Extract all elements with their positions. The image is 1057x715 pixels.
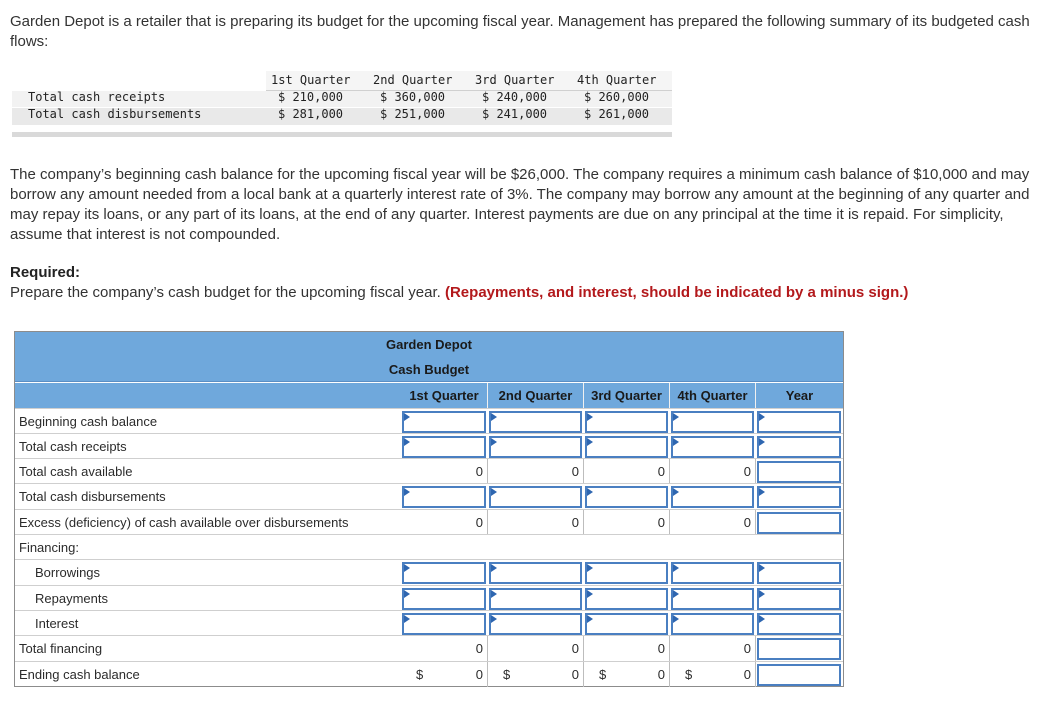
dropdown-marker-icon	[404, 590, 410, 598]
input-cell-repayments-q1[interactable]	[402, 588, 486, 610]
dropdown-marker-icon	[673, 488, 679, 496]
input-cell-interest-q3[interactable]	[585, 613, 668, 635]
budget-title: Cash Budget	[15, 358, 843, 382]
dropdown-marker-icon	[491, 438, 497, 446]
dropdown-marker-icon	[491, 590, 497, 598]
dropdown-marker-icon	[491, 488, 497, 496]
input-cell-receipts-q4[interactable]	[671, 436, 754, 458]
required-instruction: Prepare the company’s cash budget for the upcoming fiscal year.	[10, 284, 445, 301]
summary-table	[12, 71, 672, 138]
dropdown-marker-icon	[759, 413, 765, 421]
dropdown-marker-icon	[404, 615, 410, 623]
dollar-sign: $	[416, 667, 424, 682]
dropdown-marker-icon	[587, 615, 593, 623]
calc-cell-ending-q3: 0	[584, 662, 670, 687]
input-cell-disbursements-year[interactable]	[757, 486, 841, 508]
row-label: Financing:	[19, 540, 79, 555]
row-label: Interest	[35, 616, 79, 631]
row-label: Borrowings	[35, 565, 101, 580]
input-cell-receipts-q3[interactable]	[585, 436, 668, 458]
calc-cell-total-financing-q2: 0	[488, 636, 584, 661]
calc-cell-ending-q2: 0	[488, 662, 584, 687]
required-note: (Repayments, and interest, should be indicated by a minus sign.)	[444, 284, 909, 301]
dropdown-marker-icon	[587, 488, 593, 496]
summary-cell: $ 251,000	[380, 107, 446, 121]
dropdown-marker-icon	[587, 564, 593, 572]
calc-cell-available-q2: 0	[488, 459, 584, 484]
budget-row-interest	[15, 610, 843, 635]
input-cell-beginning-q3[interactable]	[585, 411, 668, 433]
dropdown-marker-icon	[587, 590, 593, 598]
summary-label-disbursements: Total cash disbursements	[28, 107, 202, 121]
calc-cell-excess-q2: 0	[488, 510, 584, 535]
budget-row-beginning	[15, 408, 843, 433]
calc-cell-total-financing-q3: 0	[584, 636, 670, 661]
dropdown-marker-icon	[491, 564, 497, 572]
row-label: Total cash available	[19, 464, 133, 479]
dropdown-marker-icon	[587, 438, 593, 446]
dropdown-marker-icon	[759, 590, 765, 598]
input-cell-repayments-year[interactable]	[757, 588, 841, 610]
dollar-sign: $	[503, 667, 511, 682]
summary-header-q1: 1st Quarter	[271, 73, 351, 87]
calc-cell-total-financing-q4: 0	[670, 636, 756, 661]
input-cell-borrowings-q1[interactable]	[402, 562, 486, 584]
input-cell-borrowings-year[interactable]	[757, 562, 841, 584]
input-cell-ending-year[interactable]	[757, 664, 841, 686]
summary-cell: $ 360,000	[380, 90, 446, 104]
dropdown-marker-icon	[673, 590, 679, 598]
summary-cell: $ 281,000	[278, 107, 344, 121]
budget-row-repayments	[15, 585, 843, 610]
summary-header-q4: 4th Quarter	[577, 73, 657, 87]
input-cell-beginning-year[interactable]	[757, 411, 841, 433]
calc-cell-ending-q4: 0	[670, 662, 756, 687]
dropdown-marker-icon	[673, 438, 679, 446]
header-q2: 2nd Quarter	[488, 383, 584, 408]
cash-budget-table	[14, 331, 844, 687]
input-cell-interest-q1[interactable]	[402, 613, 486, 635]
input-cell-repayments-q3[interactable]	[585, 588, 668, 610]
dropdown-marker-icon	[491, 615, 497, 623]
summary-header-q2: 2nd Quarter	[373, 73, 453, 87]
input-cell-borrowings-q4[interactable]	[671, 562, 754, 584]
input-cell-borrowings-q2[interactable]	[489, 562, 582, 584]
dropdown-marker-icon	[587, 413, 593, 421]
calc-cell-total-financing-q1: 0	[401, 636, 488, 661]
input-cell-disbursements-q4[interactable]	[671, 486, 754, 508]
budget-row-receipts	[15, 433, 843, 458]
dropdown-marker-icon	[759, 438, 765, 446]
dropdown-marker-icon	[491, 413, 497, 421]
calc-cell-excess-q1: 0	[401, 510, 488, 535]
input-cell-interest-q2[interactable]	[489, 613, 582, 635]
dropdown-marker-icon	[404, 438, 410, 446]
budget-row-excess	[15, 509, 843, 534]
input-cell-excess-year[interactable]	[757, 512, 841, 534]
input-cell-available-year[interactable]	[757, 461, 841, 483]
budget-company-name: Garden Depot	[15, 332, 843, 358]
intro-paragraph: Garden Depot is a retailer that is preparing its budget for the upcoming fiscal year. Management has prepared the following summary of its budgeted cash flows:	[10, 13, 1030, 50]
dollar-sign: $	[685, 667, 693, 682]
dropdown-marker-icon	[673, 564, 679, 572]
dollar-sign: $	[599, 667, 607, 682]
dropdown-marker-icon	[673, 413, 679, 421]
input-cell-total-financing-year[interactable]	[757, 638, 841, 660]
row-label: Total cash receipts	[19, 439, 127, 454]
row-label: Total cash disbursements	[19, 489, 166, 504]
dropdown-marker-icon	[673, 615, 679, 623]
calc-cell-available-q3: 0	[584, 459, 670, 484]
input-cell-disbursements-q2[interactable]	[489, 486, 582, 508]
input-cell-repayments-q2[interactable]	[489, 588, 582, 610]
row-label: Repayments	[35, 591, 108, 606]
input-cell-interest-year[interactable]	[757, 613, 841, 635]
summary-cell: $ 260,000	[584, 90, 650, 104]
dropdown-marker-icon	[404, 564, 410, 572]
dropdown-marker-icon	[759, 488, 765, 496]
input-cell-beginning-q1[interactable]	[402, 411, 486, 433]
problem-paragraph: The company’s beginning cash balance for the upcoming fiscal year will be $26,000. The company requires a minimum cash balance of $10,000 and may borrow any amount needed from a local bank at a quarterly interest rate of 3%. The company may borrow any amount at the beginning of any quarter and may repay its loans, or any part of its loans, at the end of any quarter. Interest payments are due on any principal at the time it is repaid. For simplicity, assume that interest is not compounded.	[10, 166, 1030, 243]
header-q3: 3rd Quarter	[584, 383, 670, 408]
calc-cell-ending-q1: 0	[401, 662, 488, 687]
summary-cell: $ 210,000	[278, 90, 344, 104]
row-label: Ending cash balance	[19, 667, 140, 682]
input-cell-disbursements-q1[interactable]	[402, 486, 486, 508]
dropdown-marker-icon	[404, 413, 410, 421]
row-label: Total financing	[19, 641, 103, 656]
budget-row-disbursements	[15, 483, 843, 508]
calc-cell-available-q4: 0	[670, 459, 756, 484]
input-cell-receipts-year[interactable]	[757, 436, 841, 458]
row-label: Excess (deficiency) of cash available over disbursements	[19, 515, 349, 530]
input-cell-interest-q4[interactable]	[671, 613, 754, 635]
calc-cell-excess-q3: 0	[584, 510, 670, 535]
row-label: Beginning cash balance	[19, 414, 158, 429]
input-cell-repayments-q4[interactable]	[671, 588, 754, 610]
input-cell-receipts-q2[interactable]	[489, 436, 582, 458]
header-year: Year	[756, 383, 843, 408]
required-text	[10, 284, 908, 301]
dropdown-marker-icon	[759, 615, 765, 623]
summary-cell: $ 240,000	[482, 90, 548, 104]
budget-row-total-financing	[15, 635, 843, 660]
input-cell-beginning-q4[interactable]	[671, 411, 754, 433]
input-cell-borrowings-q3[interactable]	[585, 562, 668, 584]
budget-row-ending	[15, 661, 843, 686]
summary-label-receipts: Total cash receipts	[28, 90, 166, 104]
input-cell-beginning-q2[interactable]	[489, 411, 582, 433]
header-q4: 4th Quarter	[670, 383, 756, 408]
required-label: Required:	[10, 264, 81, 281]
dropdown-marker-icon	[759, 564, 765, 572]
header-blank	[15, 383, 401, 408]
input-cell-disbursements-q3[interactable]	[585, 486, 668, 508]
summary-cell: $ 241,000	[482, 107, 548, 121]
dropdown-marker-icon	[404, 488, 410, 496]
budget-row-available	[15, 458, 843, 483]
calc-cell-available-q1: 0	[401, 459, 488, 484]
calc-cell-excess-q4: 0	[670, 510, 756, 535]
summary-cell: $ 261,000	[584, 107, 650, 121]
budget-row-borrowings	[15, 559, 843, 584]
input-cell-receipts-q1[interactable]	[402, 436, 486, 458]
header-q1: 1st Quarter	[401, 383, 488, 408]
summary-header-q3: 3rd Quarter	[475, 73, 555, 87]
budget-row-financing	[15, 534, 843, 559]
